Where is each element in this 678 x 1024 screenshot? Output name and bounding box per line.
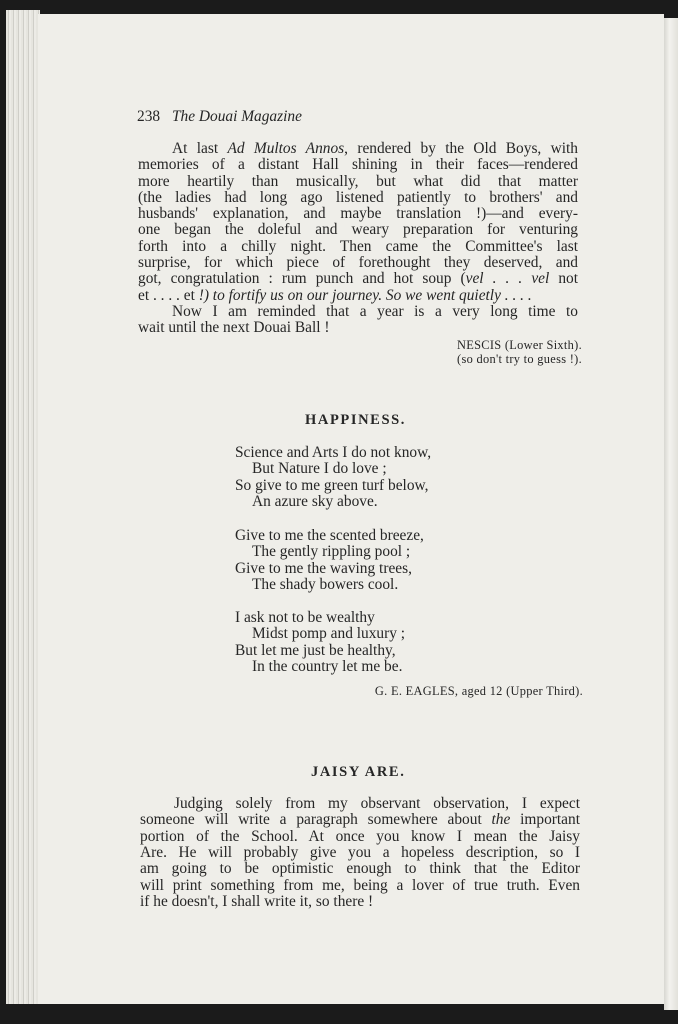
book-page-edges <box>6 10 40 1004</box>
essay-line: if he doesn't, I shall write it, so there ! <box>140 892 374 910</box>
poem-line: But Nature I do love ; <box>252 460 387 478</box>
article-line: husbands' explanation, and maybe translation !)—and every- <box>138 205 578 222</box>
essay-line: Are. He will probably give you a hopeless description, so I <box>140 843 580 861</box>
essay-line: someone will write a paragraph somewhere about the important <box>140 811 580 829</box>
page-number: 238 <box>137 108 161 125</box>
article-line: et . . . . et !) to fortify us on our journey. So we went quietly . . . . <box>138 287 532 304</box>
right-page-edge <box>664 18 678 1010</box>
article-line: At last Ad Multos Annos, rendered by the Old Boys, with <box>172 140 578 157</box>
essay-line: am going to be optimistic enough to think that the Editor <box>140 860 580 878</box>
poem-line: I ask not to be wealthy <box>235 609 375 626</box>
magazine-title: The Douai Magazine <box>171 108 302 125</box>
essay-line: portion of the School. At once you know I mean the Jaisy <box>140 827 580 845</box>
article-line: wait until the next Douai Ball ! <box>138 319 330 336</box>
article-line: more heartily than musically, but what did that matter <box>138 173 578 190</box>
poem-line: Science and Arts I do not know, <box>235 444 432 461</box>
article-line: one began the doleful and weary preparation for venturing <box>138 221 578 238</box>
poem-title: HAPPINESS. <box>305 412 407 428</box>
poem-line: The gently rippling pool ; <box>252 543 411 561</box>
poem-line: But let me just be healthy, <box>235 641 396 659</box>
essay-line: will print something from me, being a lover of true truth. Even <box>140 876 580 894</box>
poem-line: So give to me green turf below, <box>235 476 429 494</box>
article-line: forth into a chilly night. Then came the Committee's last <box>138 238 578 255</box>
poem-line: Give to me the scented breeze, <box>235 527 424 544</box>
poem-signature: G. E. EAGLES, aged 12 (Upper Third). <box>374 684 583 698</box>
essay-line: Judging solely from my observant observation, I expect <box>174 795 580 812</box>
article-line: got, congratulation : rum punch and hot soup (vel . . . vel not <box>138 270 579 287</box>
article-line: (the ladies had long ago listened patiently to brothers' and <box>138 189 578 206</box>
poem-line: Midst pomp and luxury ; <box>252 625 406 643</box>
article-signature-line: NESCIS (Lower Sixth). <box>456 338 582 352</box>
poem-line: The shady bowers cool. <box>252 576 399 594</box>
article-signature-line: (so don't try to guess !). <box>457 352 582 366</box>
poem-line: In the country let me be. <box>252 658 403 676</box>
article-line: surprise, for which piece of forethought they deserved, and <box>138 254 578 271</box>
article-line: Now I am reminded that a year is a very long time to <box>172 303 578 320</box>
article-line: memories of a distant Hall shining in their faces—rendered <box>138 156 578 173</box>
essay-title: JAISY ARE. <box>311 764 406 780</box>
running-header <box>137 109 302 125</box>
poem-line: Give to me the waving trees, <box>235 559 412 577</box>
poem-line: An azure sky above. <box>252 493 378 511</box>
